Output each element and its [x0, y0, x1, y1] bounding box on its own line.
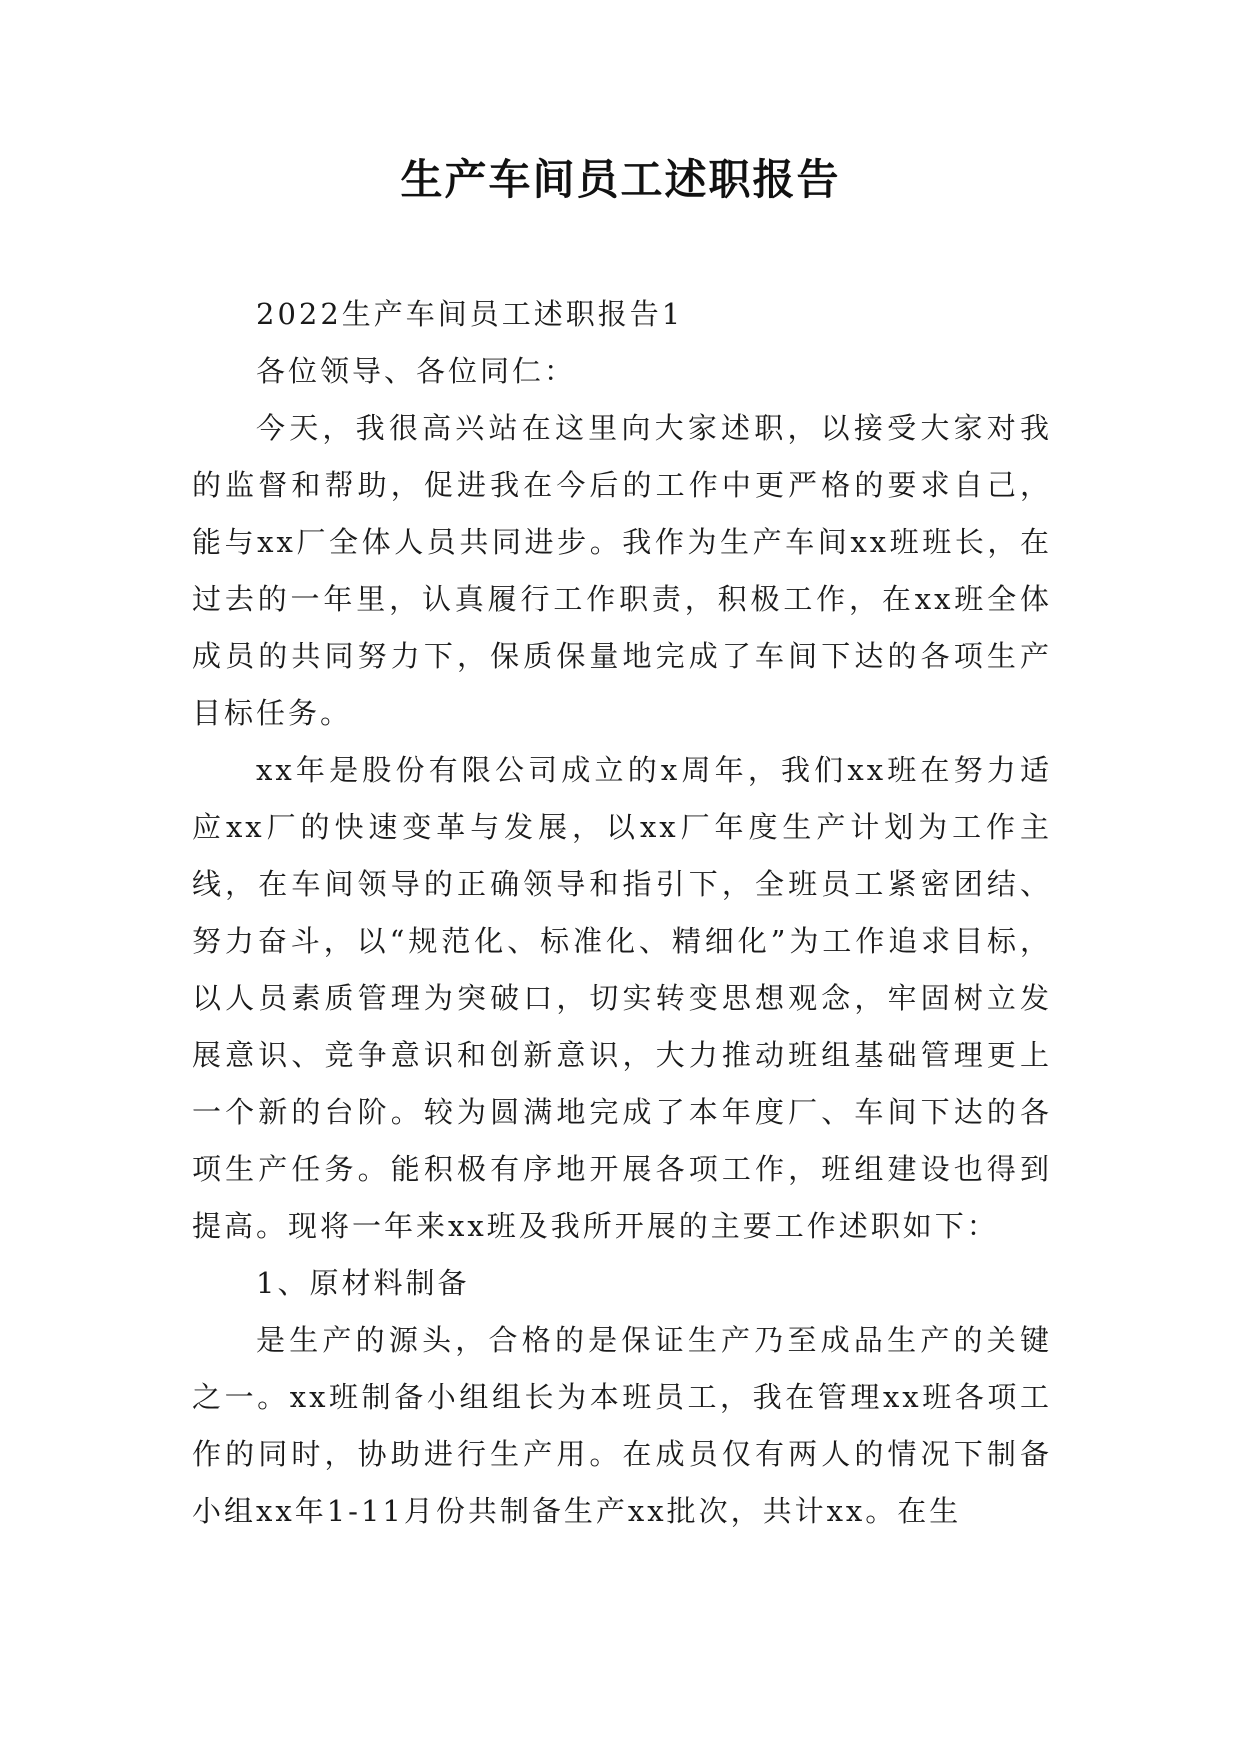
section-body-paragraph: 是生产的源头，合格的是保证生产乃至成品生产的关键之一。xx班制备小组组长为本班员工，我在管理xx班各项工作的同时，协助进行生产用。在成员仅有两人的情况下制备小组xx年1-11月份共制备生产xx批次，共计xx。在生 — [192, 1323, 1052, 1528]
salutation-paragraph: 各位领导、各位同仁： — [256, 354, 577, 388]
report-heading-paragraph: 2022生产车间员工述职报告1 — [256, 297, 684, 331]
summary-paragraph: xx年是股份有限公司成立的x周年，我们xx班在努力适应xx厂的快速变革与发展，以xx厂年度生产计划为工作主线，在车间领导的正确领导和指引下，全班员工紧密团结、努力奋斗，以“规范化、标准化、精细化”为工作追求目标，以人员素质管理为突破口，切实转变思想观念，牢固树立发展意识、竞争意识和创新意识，大力推动班组基础管理更上一个新的台阶。较为圆满地完成了本年度厂、车间下达的各项生产任务。能积极有序地开展各项工作，班组建设也得到提高。现将一年来xx班及我所开展的主要工作述职如下： — [192, 753, 1052, 1243]
document-body — [192, 286, 1052, 1540]
section-heading-paragraph: 1、原材料制备 — [256, 1266, 470, 1300]
intro-paragraph: 今天，我很高兴站在这里向大家述职，以接受大家对我的监督和帮助，促进我在今后的工作中更严格的要求自己，能与xx厂全体人员共同进步。我作为生产车间xx班班长，在过去的一年里，认真履行工作职责，积极工作，在xx班全体成员的共同努力下，保质保量地完成了车间下达的各项生产目标任务。 — [192, 411, 1052, 730]
document-title: 生产车间员工述职报告 — [400, 155, 841, 204]
